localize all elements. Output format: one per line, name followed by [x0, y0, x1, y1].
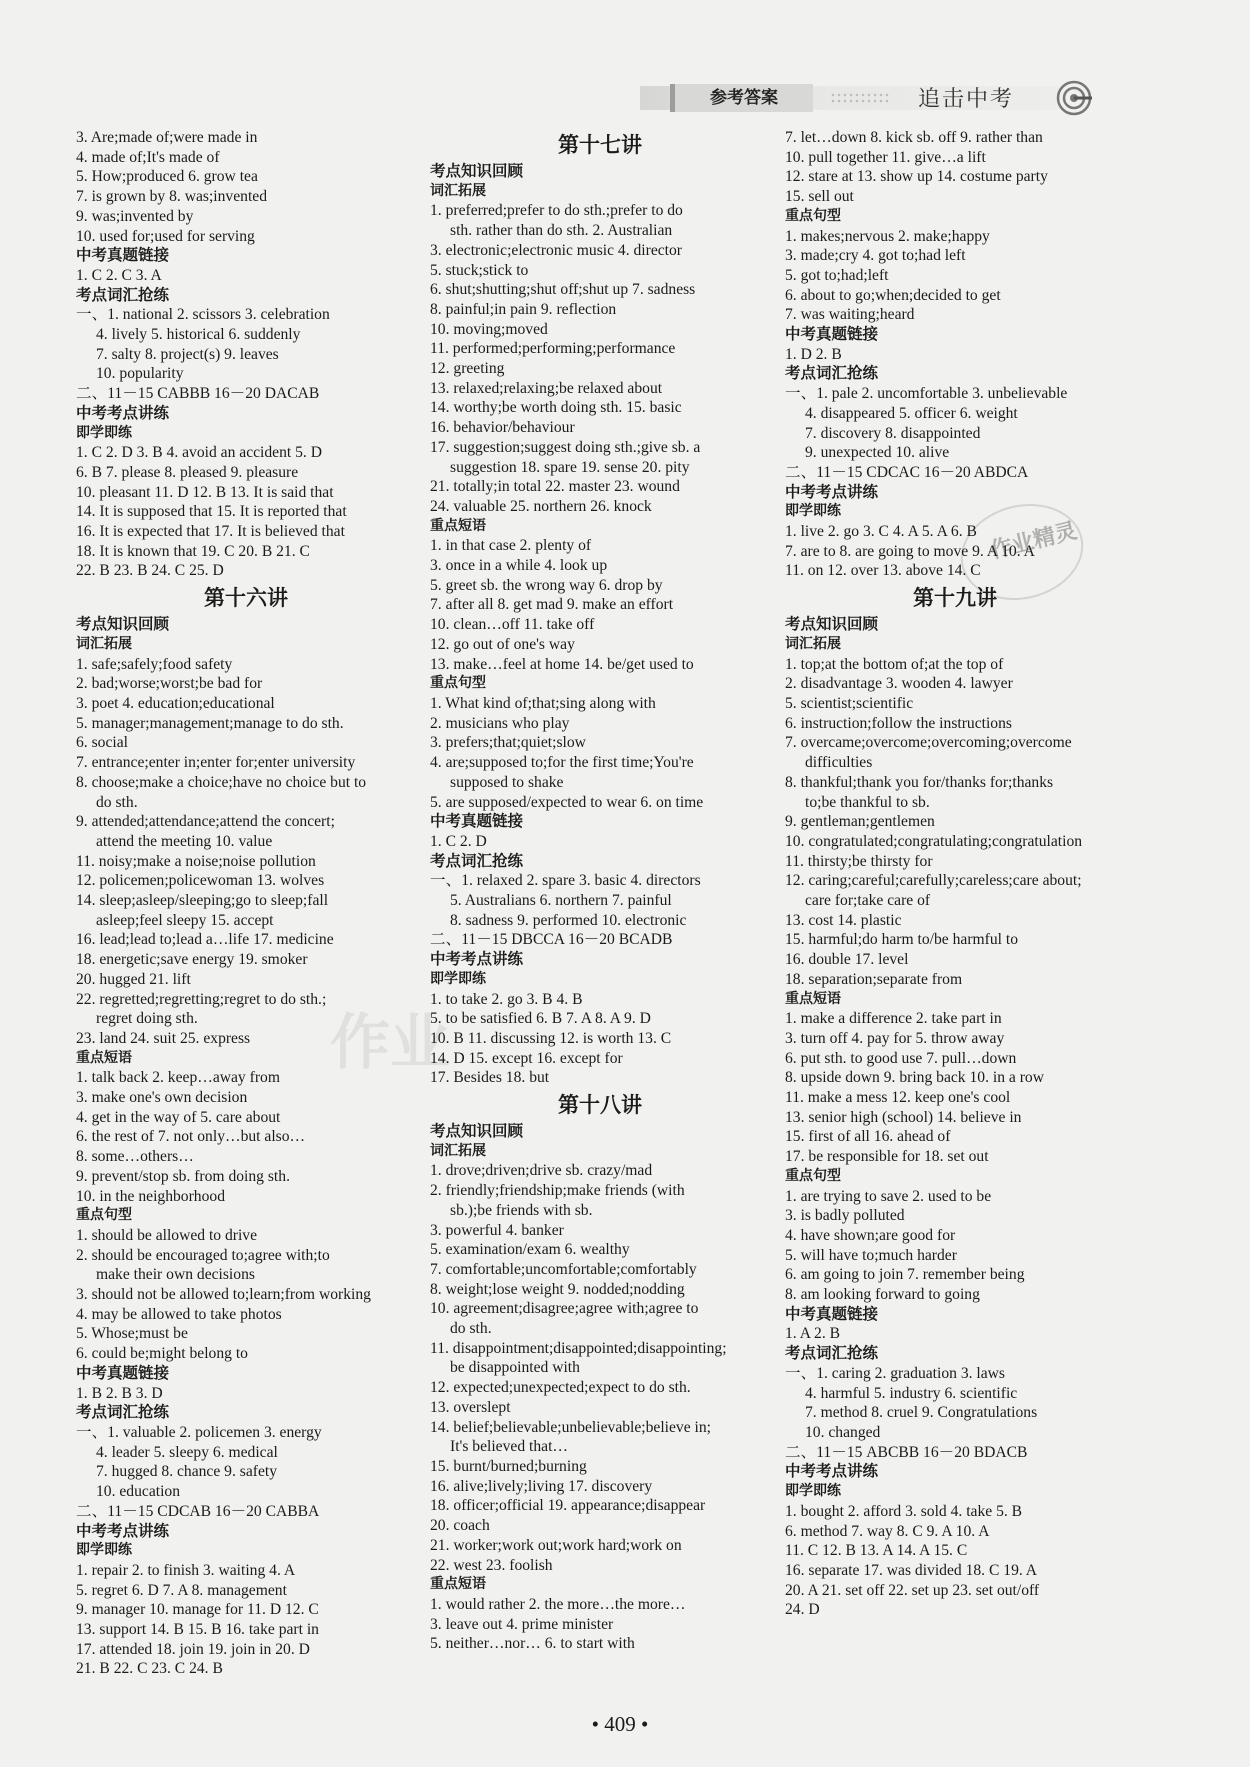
answer-line: 1. should be allowed to drive	[76, 1226, 258, 1244]
answer-line: 1. repair 2. to finish 3. waiting 4. A	[76, 1561, 296, 1579]
answer-line: 13. cost 14. plastic	[785, 911, 902, 929]
subsection-heading: 词汇拓展	[430, 182, 486, 199]
answer-line: 6. method 7. way 8. C 9. A 10. A	[785, 1522, 990, 1540]
answer-line: 8. choose;make a choice;have no choice but to	[76, 773, 367, 791]
answer-line: 3. electronic;electronic music 4. director	[430, 241, 682, 259]
answer-line: 14. D 15. except 16. except for	[430, 1049, 623, 1067]
answer-line: 22. regretted;regretting;regret to do sth.;	[76, 990, 327, 1008]
answer-line: 11. noisy;make a noise;noise pollution	[76, 852, 316, 870]
answer-line: 二、11－15 CABBB 16－20 DACAB	[76, 385, 320, 403]
answer-line: 二、11－15 CDCAC 16－20 ABDCA	[785, 463, 1029, 481]
answer-line: 8. thankful;thank you for/thanks for;thanks	[785, 773, 1054, 791]
subsection-heading: 词汇拓展	[430, 1142, 486, 1159]
answer-line: 1. What kind of;that;sing along with	[430, 694, 656, 712]
section-heading: 考点知识回顾	[430, 1122, 524, 1141]
answer-line: 6. the rest of 7. not only…but also…	[76, 1128, 306, 1146]
section-heading: 中考考点讲练	[76, 1521, 170, 1540]
answer-line: 4. lively 5. historical 6. suddenly	[96, 326, 301, 344]
answer-line: 15. sell out	[785, 188, 854, 206]
section-heading: 中考真题链接	[785, 1304, 879, 1323]
answer-line: 7. method 8. cruel 9. Congratulations	[805, 1404, 1038, 1422]
section-heading: 中考考点讲练	[785, 482, 879, 501]
answer-line: 1. D 2. B	[785, 345, 842, 363]
answer-line: 8. some…others…	[76, 1148, 194, 1166]
answer-line: 18. energetic;save energy 19. smoker	[76, 951, 308, 969]
section-heading: 考点词汇抢练	[76, 285, 170, 304]
answer-line: 1. are trying to save 2. used to be	[785, 1187, 992, 1205]
answer-line: 17. Besides 18. but	[430, 1069, 550, 1087]
answer-line: 15. harmful;do harm to/be harmful to	[785, 931, 1018, 949]
answer-line: 1. C 2. D	[430, 832, 487, 850]
answer-line: 5. examination/exam 6. wealthy	[430, 1241, 630, 1259]
subsection-heading: 词汇拓展	[76, 635, 132, 652]
answer-line: 3. once in a while 4. look up	[430, 557, 608, 575]
answer-line: 16. behavior/behaviour	[430, 419, 575, 437]
answer-line: 二、11－15 ABCBB 16－20 BDACB	[785, 1443, 1028, 1461]
answer-line: attend the meeting 10. value	[96, 832, 273, 850]
answer-line: 10. moving;moved	[430, 320, 548, 338]
answer-line: 21. worker;work out;work hard;work on	[430, 1536, 682, 1554]
answer-line: 8. sadness 9. performed 10. electronic	[450, 911, 687, 929]
subsection-heading: 重点短语	[430, 517, 486, 534]
answer-line: difficulties	[805, 754, 873, 772]
answer-line: 12. expected;unexpected;expect to do sth.	[430, 1379, 691, 1397]
answer-line: 2. disadvantage 3. wooden 4. lawyer	[785, 675, 1013, 693]
section-heading: 考点词汇抢练	[785, 1344, 879, 1363]
section-heading: 考点知识回顾	[76, 615, 170, 634]
answer-line: 一、1. national 2. scissors 3. celebration	[76, 306, 330, 324]
answer-line: 3. prefers;that;quiet;slow	[430, 734, 586, 752]
answer-line: 二、11－15 DBCCA 16－20 BCADB	[430, 931, 673, 949]
section-heading: 中考真题链接	[76, 246, 170, 265]
answer-line: sth. rather than do sth. 2. Australian	[450, 222, 673, 240]
lecture-title: 第十九讲	[913, 586, 997, 611]
answer-line: 8. upside down 9. bring back 10. in a row	[785, 1069, 1044, 1087]
answer-line: 21. totally;in total 22. master 23. wound	[430, 478, 680, 496]
answer-line: do sth.	[96, 793, 138, 811]
answer-line: 5. got to;had;left	[785, 266, 889, 284]
answer-line: 1. talk back 2. keep…away from	[76, 1069, 280, 1087]
answer-line: 10. agreement;disagree;agree with;agree to	[430, 1300, 699, 1318]
answer-line: 1. top;at the bottom of;at the top of	[785, 655, 1004, 673]
answer-line: 5. will have to;much harder	[785, 1246, 957, 1264]
answer-line: 5. neither…nor… 6. to start with	[430, 1635, 635, 1653]
answer-line: 9. gentleman;gentlemen	[785, 813, 935, 831]
answer-line: 10. education	[96, 1483, 181, 1501]
answer-line: 13. relaxed;relaxing;be relaxed about	[430, 379, 663, 397]
section-heading: 考点词汇抢练	[76, 1403, 170, 1422]
section-heading: 考点知识回顾	[785, 615, 879, 634]
section-heading: 中考考点讲练	[785, 1462, 879, 1481]
answer-line: be disappointed with	[450, 1359, 580, 1377]
answer-line: 24. valuable 25. northern 26. knock	[430, 497, 652, 515]
answer-line: 15. burnt/burned;burning	[430, 1458, 587, 1475]
answer-line: It's believed that…	[450, 1438, 568, 1456]
answer-line: 14. sleep;asleep/sleeping;go to sleep;fall	[76, 892, 329, 910]
answer-line: 1. live 2. go 3. C 4. A 5. A 6. B	[785, 523, 977, 541]
lecture-title: 第十六讲	[204, 586, 288, 611]
answer-line: 1. to take 2. go 3. B 4. B	[430, 990, 583, 1008]
answer-line: 5. How;produced 6. grow tea	[76, 168, 258, 186]
answer-line: 7. is grown by 8. was;invented	[76, 188, 268, 206]
answer-line: 3. should not be allowed to;learn;from working	[76, 1286, 371, 1304]
answer-line: 10. congratulated;congratulating;congratulation	[785, 832, 1083, 850]
answer-line: 10. popularity	[96, 365, 184, 383]
answer-line: 8. am looking forward to going	[785, 1286, 980, 1304]
answer-line: do sth.	[450, 1320, 492, 1338]
answer-line: 2. friendly;friendship;make friends (with	[430, 1182, 685, 1200]
answer-line: 23. land 24. suit 25. express	[76, 1029, 251, 1047]
answer-line: 17. attended 18. join 19. join in 20. D	[76, 1640, 310, 1658]
target-logo-icon	[1056, 80, 1092, 116]
subsection-heading: 重点句型	[785, 1167, 841, 1184]
answer-line: 10. pleasant 11. D 12. B 13. It is said that	[76, 483, 334, 501]
answer-line: 5. to be satisfied 6. B 7. A 8. A 9. D	[430, 1010, 651, 1028]
answer-line: 一、1. relaxed 2. spare 3. basic 4. directors	[430, 872, 701, 890]
answer-line: 10. in the neighborhood	[76, 1187, 225, 1205]
answer-line: 2. musicians who play	[430, 714, 570, 732]
answer-line: 9. was;invented by	[76, 207, 194, 225]
answer-line: 3. turn off 4. pay for 5. throw away	[785, 1029, 1005, 1047]
answer-line: suggestion 18. spare 19. sense 20. pity	[450, 458, 690, 476]
subsection-heading: 即学即练	[430, 970, 486, 987]
answer-line: 4. harmful 5. industry 6. scientific	[805, 1384, 1018, 1402]
answer-line: 7. comfortable;uncomfortable;comfortably	[430, 1260, 697, 1278]
answer-line: 11. C 12. B 13. A 14. A 15. C	[785, 1542, 968, 1560]
answer-line: 11. performed;performing;performance	[430, 340, 676, 358]
answer-line: 4. are;supposed to;for the first time;You're	[430, 754, 694, 772]
answer-line: 10. B 11. discussing 12. is worth 13. C	[430, 1029, 672, 1047]
answer-line: 5. scientist;scientific	[785, 694, 914, 712]
answer-line: 2. should be encouraged to;agree with;to	[76, 1246, 330, 1264]
answer-line: 22. west 23. foolish	[430, 1556, 553, 1574]
answer-line: 8. weight;lose weight 9. nodded;nodding	[430, 1280, 685, 1298]
answer-column-2	[430, 128, 770, 1654]
answer-line: 7. hugged 8. chance 9. safety	[96, 1463, 277, 1481]
answer-line: 16. It is expected that 17. It is believed that	[76, 523, 345, 541]
answer-line: to;be thankful to sb.	[805, 793, 930, 811]
answer-line: 7. are to 8. are going to move 9. A 10. A	[785, 542, 1035, 560]
answer-line: 6. put sth. to good use 7. pull…down	[785, 1049, 1017, 1067]
answer-line: 6. instruction;follow the instructions	[785, 714, 1012, 732]
section-heading: 中考真题链接	[76, 1363, 170, 1382]
answer-line: 4. have shown;are good for	[785, 1226, 956, 1244]
answer-line: 9. unexpected 10. alive	[805, 444, 950, 462]
answer-line: 7. let…down 8. kick sb. off 9. rather than	[785, 129, 1043, 146]
answer-line: 14. worthy;be worth doing sth. 15. basic	[430, 399, 682, 417]
answer-line: 4. get in the way of 5. care about	[76, 1108, 281, 1126]
lecture-title: 第十八讲	[558, 1093, 642, 1118]
answer-column-1	[76, 128, 416, 1679]
section-heading: 中考真题链接	[430, 812, 524, 831]
answer-line: 12. caring;careful;carefully;careless;care about;	[785, 872, 1082, 890]
answer-line: 1. drove;driven;drive sb. crazy/mad	[430, 1162, 653, 1180]
answer-line: 15. first of all 16. ahead of	[785, 1128, 951, 1146]
lecture-title: 第十七讲	[558, 133, 642, 157]
answer-line: asleep;feel sleepy 15. accept	[96, 911, 274, 929]
section-heading: 中考考点讲练	[76, 403, 170, 422]
answer-line: 14. It is supposed that 15. It is reported that	[76, 503, 347, 521]
answer-line: 13. overslept	[430, 1398, 511, 1416]
header-series-title: 追击中考	[918, 87, 1015, 112]
answer-line: 9. attended;attendance;attend the concert;	[76, 813, 335, 831]
subsection-heading: 即学即练	[76, 1542, 132, 1559]
answer-line: 6. B 7. please 8. pleased 9. pleasure	[76, 463, 299, 481]
answer-line: 13. senior high (school) 14. believe in	[785, 1108, 1022, 1126]
section-heading: 中考考点讲练	[430, 950, 524, 969]
answer-line: 3. leave out 4. prime minister	[430, 1615, 614, 1633]
answer-line: 16. alive;lively;living 17. discovery	[430, 1477, 653, 1495]
answer-line: 5. greet sb. the wrong way 6. drop by	[430, 576, 663, 594]
subsection-heading: 即学即练	[785, 1483, 841, 1500]
answer-line: 5. Whose;must be	[76, 1325, 188, 1343]
answer-line: 11. make a mess 12. keep one's cool	[785, 1089, 1011, 1107]
answer-line: 1. make a difference 2. take part in	[785, 1010, 1002, 1028]
answer-line: 3. powerful 4. banker	[430, 1221, 564, 1239]
subsection-heading: 即学即练	[785, 503, 841, 520]
answer-line: 7. was waiting;heard	[785, 306, 915, 324]
answer-line: 2. bad;worse;worst;be bad for	[76, 675, 263, 693]
answer-line: 7. overcame;overcome;overcoming;overcome	[785, 734, 1072, 752]
answer-line: 6. about to go;when;decided to get	[785, 286, 1001, 304]
subsection-heading: 重点短语	[430, 1576, 486, 1593]
answer-line: 13. support 14. B 15. B 16. take part in	[76, 1621, 319, 1639]
subsection-heading: 即学即练	[76, 424, 132, 441]
answer-line: 7. salty 8. project(s) 9. leaves	[96, 345, 279, 363]
answer-line: 20. A 21. set off 22. set up 23. set out/off	[785, 1581, 1040, 1599]
answer-line: 5. manager;management;manage to do sth.	[76, 714, 344, 732]
answer-line: 17. suggestion;suggest doing sth.;give sb. a	[430, 438, 701, 456]
answer-line: 6. could be;might belong to	[76, 1345, 248, 1363]
answer-line: 4. may be allowed to take photos	[76, 1305, 282, 1323]
answer-line: 3. is badly polluted	[785, 1207, 905, 1225]
answer-line: 6. shut;shutting;shut off;shut up 7. sadness	[430, 281, 696, 299]
answer-line: 3. make one's own decision	[76, 1089, 248, 1107]
answer-line: 二、11－15 CDCAB 16－20 CABBA	[76, 1502, 320, 1520]
answer-line: 10. used for;used for serving	[76, 227, 255, 245]
answer-line: 3. Are;made of;were made in	[76, 129, 258, 146]
answer-line: 6. am going to join 7. remember being	[785, 1266, 1025, 1284]
answer-line: 12. go out of one's way	[430, 635, 575, 653]
answer-line: 1. A 2. B	[785, 1325, 841, 1343]
answer-line: 13. make…feel at home 14. be/get used to	[430, 655, 694, 673]
section-heading: 考点知识回顾	[430, 162, 524, 180]
answer-column-3	[785, 128, 1125, 1620]
answer-line: 5. regret 6. D 7. A 8. management	[76, 1581, 287, 1599]
answer-line: regret doing sth.	[96, 1010, 198, 1028]
answer-line: 8. painful;in pain 9. reflection	[430, 300, 617, 318]
section-heading: 中考真题链接	[785, 325, 879, 344]
answer-line: 5. stuck;stick to	[430, 261, 529, 279]
answer-line: 5. Australians 6. northern 7. painful	[450, 892, 672, 910]
subsection-heading: 词汇拓展	[785, 635, 841, 652]
answer-line: 16. lead;lead to;lead a…life 17. medicine	[76, 931, 334, 949]
answer-line: 22. B 23. B 24. C 25. D	[76, 562, 224, 580]
answer-line: 1. preferred;prefer to do sth.;prefer to do	[430, 202, 683, 220]
answer-line: 16. double 17. level	[785, 951, 909, 969]
answer-line: 14. belief;believable;unbelievable;believe in;	[430, 1418, 712, 1436]
answer-line: 18. It is known that 19. C 20. B 21. C	[76, 542, 310, 560]
answer-line: sb.);be friends with sb.	[450, 1201, 593, 1219]
answer-line: supposed to shake	[450, 773, 564, 791]
answer-line: 1. B 2. B 3. D	[76, 1384, 163, 1402]
page-header	[640, 80, 1120, 118]
subsection-heading: 重点句型	[430, 675, 486, 692]
answer-line: 4. disappeared 5. officer 6. weight	[805, 404, 1018, 422]
answer-line: 21. B 22. C 23. C 24. B	[76, 1660, 223, 1678]
answer-line: 1. in that case 2. plenty of	[430, 537, 592, 555]
page-number: • 409 •	[591, 1712, 649, 1736]
section-heading: 考点词汇抢练	[785, 364, 879, 383]
answer-line: 3. made;cry 4. got to;had left	[785, 247, 966, 265]
answer-line: 11. on 12. over 13. above 14. C	[785, 562, 981, 580]
answer-line: 9. prevent/stop sb. from doing sth.	[76, 1167, 290, 1185]
answer-line: 一、1. pale 2. uncomfortable 3. unbelievable	[785, 385, 1068, 403]
answer-line: 1. C 2. C 3. A	[76, 266, 162, 284]
answer-line: 12. stare at 13. show up 14. costume party	[785, 168, 1048, 186]
answer-line: 11. disappointment;disappointed;disappointing;	[430, 1339, 727, 1357]
answer-line: 16. separate 17. was divided 18. C 19. A	[785, 1561, 1038, 1579]
answer-line: 6. social	[76, 734, 128, 752]
answer-line: 3. poet 4. education;educational	[76, 694, 275, 712]
header-label: 参考答案	[670, 84, 813, 112]
answer-line: 17. be responsible for 18. set out	[785, 1148, 989, 1166]
answer-line: 12. greeting	[430, 360, 505, 378]
answer-line: 1. would rather 2. the more…the more…	[430, 1595, 686, 1613]
answer-line: 18. separation;separate from	[785, 970, 963, 988]
subsection-heading: 重点短语	[76, 1049, 132, 1066]
answer-line: make their own decisions	[96, 1266, 255, 1284]
answer-line: 10. changed	[805, 1424, 881, 1441]
answer-line: 7. after all 8. get mad 9. make an effort	[430, 596, 674, 614]
answer-line: 1. safe;safely;food safety	[76, 655, 233, 673]
answer-line: 4. made of;It's made of	[76, 148, 220, 166]
answer-line: 9. manager 10. manage for 11. D 12. C	[76, 1601, 319, 1619]
answer-line: 10. clean…off 11. take off	[430, 616, 595, 634]
header-dots	[830, 92, 890, 104]
answer-line: 11. thirsty;be thirsty for	[785, 852, 933, 870]
answer-line: 4. leader 5. sleepy 6. medical	[96, 1443, 278, 1461]
subsection-heading: 重点短语	[785, 990, 841, 1007]
watermark-text: 作业	[330, 1008, 450, 1078]
section-heading: 考点词汇抢练	[430, 851, 524, 870]
answer-line: 7. entrance;enter in;enter for;enter university	[76, 754, 356, 772]
watermark-stamp: 作业精灵	[950, 491, 1093, 612]
answer-line: 18. officer;official 19. appearance;disappear	[430, 1497, 706, 1515]
answer-line: 12. policemen;policewoman 13. wolves	[76, 872, 325, 890]
answer-line: 7. discovery 8. disappointed	[805, 424, 981, 442]
answer-line: 10. pull together 11. give…a lift	[785, 148, 986, 166]
subsection-heading: 重点句型	[76, 1207, 132, 1224]
answer-line: 1. makes;nervous 2. make;happy	[785, 227, 990, 245]
answer-line: 1. bought 2. afford 3. sold 4. take 5. B	[785, 1502, 1023, 1520]
answer-line: 20. hugged 21. lift	[76, 970, 191, 988]
answer-line: 一、1. valuable 2. policemen 3. energy	[76, 1424, 322, 1441]
subsection-heading: 重点句型	[785, 207, 841, 224]
answer-line: 1. C 2. D 3. B 4. avoid an accident 5. D	[76, 444, 322, 462]
answer-line: 24. D	[785, 1601, 820, 1619]
answer-line: 20. coach	[430, 1517, 490, 1535]
answer-line: care for;take care of	[805, 892, 931, 910]
answer-line: 5. are supposed/expected to wear 6. on time	[430, 793, 704, 811]
answer-line: 一、1. caring 2. graduation 3. laws	[785, 1364, 1005, 1382]
